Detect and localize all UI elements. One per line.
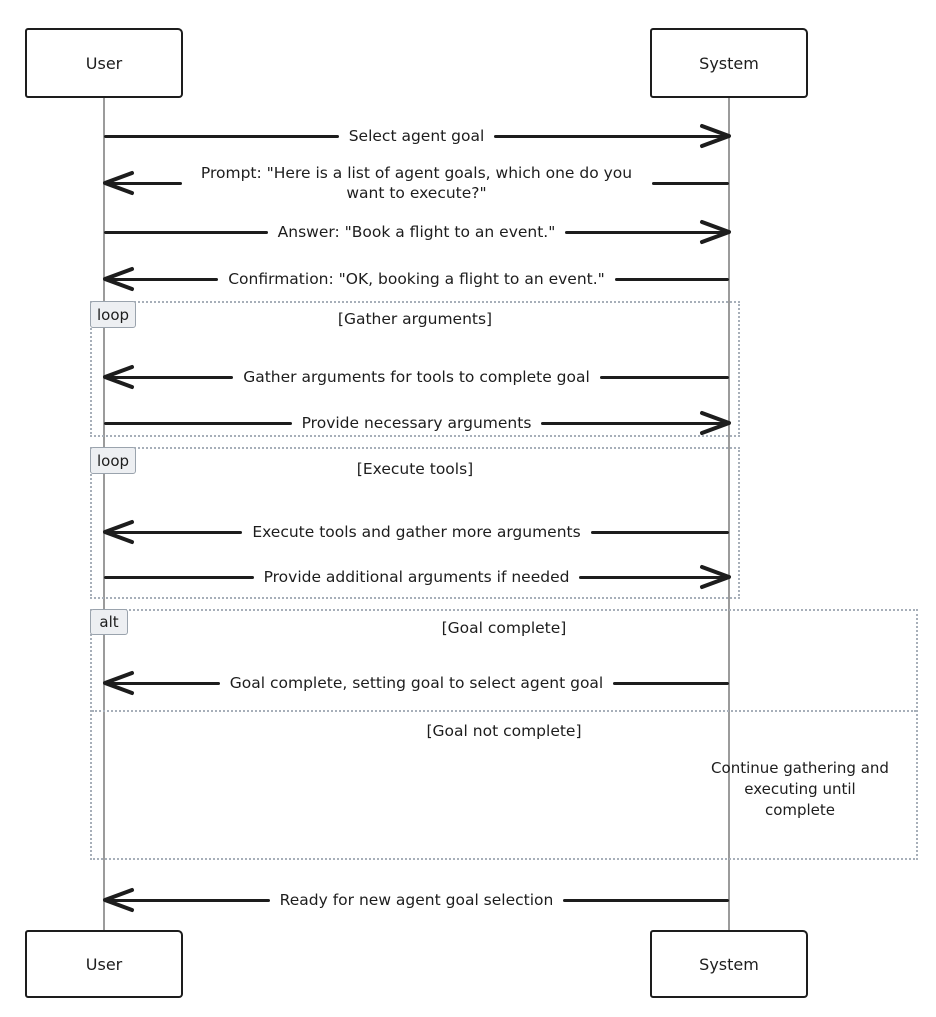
actor-box-user-top — [25, 28, 183, 98]
message-goal-complete — [104, 673, 729, 693]
arrowhead-left-icon — [102, 887, 136, 913]
loop-label — [90, 447, 136, 474]
message-line — [104, 422, 292, 425]
actor-label-user: User — [85, 53, 123, 73]
alt-label-text: alt — [99, 613, 119, 631]
arrowhead-right-icon — [698, 564, 732, 590]
alt-label — [90, 609, 128, 635]
self-message-note: Continue gathering and executing until complete — [711, 759, 889, 819]
message-ready-for-new-goal — [104, 890, 729, 910]
message-answer-book-flight — [104, 222, 729, 242]
message-execute-tools — [104, 522, 729, 542]
message-text: Prompt: "Here is a list of agent goals, which one do you want to execute?" — [200, 164, 633, 202]
actor-label-user: User — [85, 954, 123, 974]
message-provide-necessary-arguments — [104, 413, 729, 433]
message-prompt-goal-list — [104, 163, 729, 203]
actor-label-system: System — [699, 954, 759, 974]
message-line — [600, 376, 729, 379]
loop-label-text: loop — [96, 305, 130, 324]
loop-title: [Gather arguments] — [337, 310, 493, 328]
message-line — [104, 135, 339, 138]
message-text: Ready for new agent goal selection — [279, 891, 554, 909]
arrowhead-right-icon — [698, 219, 732, 245]
message-line — [615, 278, 729, 281]
loop-title: [Execute tools] — [356, 460, 474, 478]
actor-box-system-bottom — [650, 930, 808, 998]
arrowhead-left-icon — [102, 519, 136, 545]
loop-label — [90, 301, 136, 328]
message-confirmation-booking — [104, 269, 729, 289]
message-select-agent-goal — [104, 126, 729, 146]
actor-box-system-top — [650, 28, 808, 98]
message-text: Goal complete, setting goal to select agent goal — [229, 674, 604, 692]
message-text: Provide additional arguments if needed — [263, 568, 570, 586]
arrowhead-left-icon — [102, 364, 136, 390]
message-line — [494, 135, 729, 138]
actor-label-system: System — [699, 53, 759, 73]
message-gather-arguments — [104, 367, 729, 387]
alt-else-title: [Goal not complete] — [426, 722, 582, 740]
alt-divider — [92, 710, 916, 712]
message-text: Select agent goal — [348, 127, 485, 145]
alt-frame — [90, 609, 918, 860]
arrowhead-left-icon — [102, 266, 136, 292]
message-text: Answer: "Book a flight to an event." — [277, 223, 556, 241]
message-text: Provide necessary arguments — [301, 414, 532, 432]
message-line — [613, 682, 729, 685]
message-line — [652, 182, 730, 185]
message-line — [591, 531, 729, 534]
message-text: Confirmation: "OK, booking a flight to an event." — [228, 270, 605, 288]
arrowhead-left-icon — [102, 170, 136, 196]
arrowhead-right-icon — [698, 410, 732, 436]
message-text: Gather arguments for tools to complete goal — [243, 368, 590, 386]
message-line — [104, 576, 254, 579]
message-text: Execute tools and gather more arguments — [252, 523, 581, 541]
message-line — [563, 899, 729, 902]
arrowhead-left-icon — [102, 670, 136, 696]
message-provide-additional-arguments — [104, 567, 729, 587]
loop-label-text: loop — [96, 451, 130, 470]
arrowhead-right-icon — [698, 123, 732, 149]
message-line — [104, 231, 268, 234]
actor-box-user-bottom — [25, 930, 183, 998]
alt-title: [Goal complete] — [441, 619, 567, 637]
